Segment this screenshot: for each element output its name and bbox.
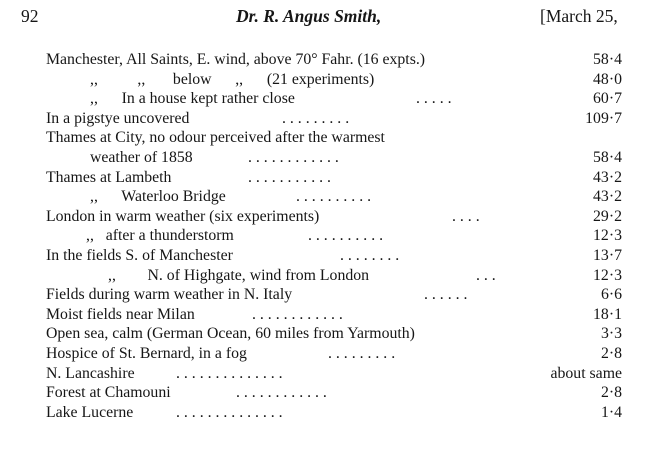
row-value: 12·3 — [593, 227, 622, 245]
table-row — [0, 50, 669, 70]
table-row — [0, 383, 669, 403]
table-row — [0, 226, 669, 246]
row-value: about same — [550, 364, 622, 382]
leader-dots: . . . . . . . . . — [328, 344, 396, 362]
row-value: 13·7 — [593, 246, 622, 264]
row-value: 29·2 — [593, 207, 622, 225]
row-value: 2·8 — [600, 384, 622, 402]
row-value: 1·4 — [600, 403, 622, 421]
row-label: Moist fields near Milan — [46, 305, 195, 323]
leader-dots: . . . . . . . . . . . . . . — [176, 364, 283, 382]
row-label: Fields during warm weather in N. Italy — [46, 286, 293, 304]
row-value: 2·8 — [600, 344, 622, 362]
row-label: Manchester, All Saints, E. wind, above 70° Fahr. (16 expts.) — [46, 51, 426, 68]
running-head-date: [March 25, — [540, 6, 618, 26]
measurement-table — [0, 50, 669, 422]
leader-dots: . . . . . . . . . . — [296, 188, 372, 206]
row-label: ,, Waterloo Bridge — [90, 188, 226, 206]
leader-dots: . . . . . . . . . . . . — [248, 148, 339, 166]
leader-dots: . . . . . . . . — [340, 246, 400, 264]
row-label: In a pigstye uncovered — [46, 109, 190, 127]
row-label: weather of 1858 — [90, 148, 193, 166]
row-label: N. Lancashire — [46, 364, 135, 382]
table-row — [0, 246, 669, 266]
row-label: ,, In a house kept rather close — [90, 90, 295, 108]
table-row — [0, 285, 669, 305]
row-value: 12·3 — [593, 266, 622, 284]
row-value: 43·2 — [593, 168, 622, 186]
row-value: 58·4 — [593, 51, 622, 68]
leader-dots: . . . . . . . . . — [282, 109, 350, 127]
leader-dots: . . . — [476, 266, 496, 284]
row-value: 6·6 — [600, 286, 622, 304]
table-row — [0, 266, 669, 286]
row-value: 43·2 — [593, 188, 622, 206]
leader-dots: . . . . . . . . . . . — [248, 168, 331, 186]
table-row — [0, 109, 669, 129]
leader-dots: . . . . . . . . . . . . — [236, 384, 327, 402]
row-label: Forest at Chamouni — [46, 384, 171, 402]
row-value: 58·4 — [593, 148, 622, 166]
row-label: ,, after a thunderstorm — [86, 227, 234, 245]
row-label: Thames at City, no odour perceived after the warmest — [46, 129, 385, 147]
leader-dots: . . . . . . . . . . . . — [252, 305, 343, 323]
table-row — [0, 168, 669, 188]
table-row — [0, 207, 669, 227]
table-row — [0, 148, 669, 168]
row-label: ,, ,, below ,, (21 experiments) — [90, 70, 375, 88]
leader-dots: . . . . . . . . . . — [308, 227, 384, 245]
table-row — [0, 187, 669, 207]
leader-dots: . . . . . . — [424, 286, 468, 304]
table-row — [0, 305, 669, 325]
row-label: Thames at Lambeth — [46, 168, 172, 186]
leader-dots: . . . . — [452, 207, 480, 225]
page-number: 92 — [21, 6, 39, 26]
table-row — [0, 364, 669, 384]
row-label: ,, N. of Highgate, wind from London — [108, 266, 370, 284]
row-label: Open sea, calm (German Ocean, 60 miles from Yarmouth) — [46, 325, 415, 343]
row-value: 109·7 — [585, 109, 622, 127]
row-label: London in warm weather (six experiments) — [46, 207, 320, 225]
leader-dots: . . . . . — [416, 90, 452, 108]
row-value: 3·3 — [600, 325, 622, 343]
page-header — [0, 6, 669, 32]
table-row — [0, 70, 669, 90]
row-value: 60·7 — [593, 90, 622, 108]
table-row — [0, 403, 669, 423]
row-label: In the fields S. of Manchester — [46, 246, 233, 264]
table-row — [0, 344, 669, 364]
table-row — [0, 324, 669, 344]
leader-dots: . . . . . . . . . . . . . . — [176, 403, 283, 421]
row-label: Hospice of St. Bernard, in a fog — [46, 344, 247, 362]
running-head-author: Dr. R. Angus Smith, — [236, 6, 382, 26]
row-value: 18·1 — [593, 305, 622, 323]
table-row — [0, 128, 669, 148]
table-row — [0, 89, 669, 109]
row-label: Lake Lucerne — [46, 403, 134, 421]
row-value: 48·0 — [593, 70, 622, 88]
